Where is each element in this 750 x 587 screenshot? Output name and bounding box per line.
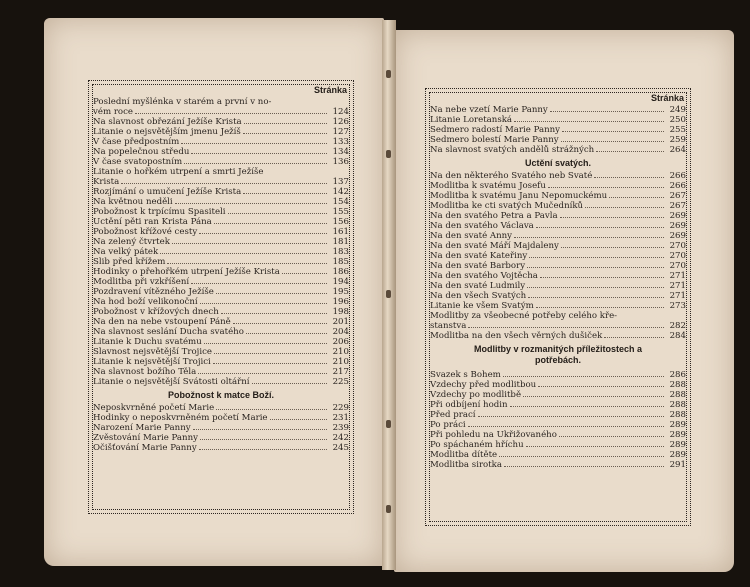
contents-entry xyxy=(430,145,686,155)
contents-entry xyxy=(93,187,349,197)
entry-page-number: 271 xyxy=(669,291,686,301)
entry-page-number: 288 xyxy=(669,400,686,410)
entry-title: Modlitba k svatému Janu Nepomuckému xyxy=(430,191,608,201)
entry-title: Rozjímání o umučení Ježíše Krista xyxy=(93,187,242,197)
contents-entry xyxy=(430,251,686,261)
entry-title: Modlitby za všeobecné potřeby celého kře- xyxy=(430,311,618,321)
entry-title: Na hod boží velikonoční xyxy=(93,297,198,307)
entry-page-number: 291 xyxy=(669,460,686,470)
entry-page-number: 255 xyxy=(669,125,686,135)
entry-page-number: 264 xyxy=(669,145,686,155)
entry-page-number: 204 xyxy=(332,327,349,337)
dot-leader xyxy=(121,183,327,184)
contents-entry xyxy=(93,307,349,317)
entry-title: Neposkvrněné početí Marie xyxy=(93,403,215,413)
contents-entry xyxy=(430,241,686,251)
contents-entry xyxy=(430,221,686,231)
entry-page-number: 271 xyxy=(669,281,686,291)
dot-leader xyxy=(181,143,327,144)
entry-title: Na velký pátek xyxy=(93,247,159,257)
entry-title: Na květnou neděli xyxy=(93,197,173,207)
dot-leader xyxy=(193,429,327,430)
entry-title: Litanie k Duchu svatému xyxy=(93,337,202,347)
entry-page-number: 250 xyxy=(669,115,686,125)
contents-entry xyxy=(93,247,349,257)
contents-entry xyxy=(430,430,686,440)
entry-title: Pozdravení vítězného Ježíše xyxy=(93,287,214,297)
section-heading xyxy=(430,344,686,366)
contents-entry xyxy=(430,201,686,211)
binding-stitch xyxy=(386,150,391,158)
contents-entry xyxy=(93,327,349,337)
dot-leader xyxy=(160,253,327,254)
dot-leader xyxy=(200,303,327,304)
dot-leader xyxy=(199,449,327,450)
entry-page-number: 289 xyxy=(669,450,686,460)
contents-entry xyxy=(430,135,686,145)
dot-leader xyxy=(198,373,327,374)
entry-title: vém roce xyxy=(93,107,134,117)
entry-title: Pobožnost k trpícímu Spasiteli xyxy=(93,207,226,217)
entry-title: stanstva xyxy=(430,321,467,331)
contents-entry xyxy=(93,207,349,217)
dot-leader xyxy=(503,376,664,377)
entry-title: Na popelečnou středu xyxy=(93,147,190,157)
dot-leader xyxy=(216,293,327,294)
entry-page-number: 289 xyxy=(669,440,686,450)
entry-title: Na den svaté Máří Majdaleny xyxy=(430,241,559,251)
dot-leader xyxy=(499,456,664,457)
entry-title: Na den některého Svatého neb Svaté xyxy=(430,171,593,181)
entry-page-number: 196 xyxy=(332,297,349,307)
left-contents-frame xyxy=(92,84,350,510)
dot-leader xyxy=(596,151,664,152)
contents-entry xyxy=(93,317,349,327)
dot-leader xyxy=(514,237,664,238)
dot-leader xyxy=(529,257,664,258)
contents-entry xyxy=(93,433,349,443)
entry-title: V čase předpostním xyxy=(93,137,180,147)
dot-leader xyxy=(562,131,664,132)
entry-title: Litanie o nejsvětější Svátosti oltářní xyxy=(93,377,250,387)
entry-page-number: 267 xyxy=(669,201,686,211)
entry-title: Uctění pěti ran Krista Pána xyxy=(93,217,212,227)
contents-entry xyxy=(430,321,686,331)
entry-title: Pobožnost v křížových dnech xyxy=(93,307,219,317)
contents-entry xyxy=(93,227,349,237)
entry-title: Na den svatého Vojtěcha xyxy=(430,271,538,281)
entry-page-number: 134 xyxy=(332,147,349,157)
contents-entry xyxy=(430,390,686,400)
dot-leader xyxy=(550,111,664,112)
entry-page-number: 195 xyxy=(332,287,349,297)
contents-entry xyxy=(430,291,686,301)
entry-page-number: 137 xyxy=(332,177,349,187)
dot-leader xyxy=(172,243,327,244)
contents-entry xyxy=(430,171,686,181)
entry-title: Hodinky o neposkvrněném početí Marie xyxy=(93,413,268,423)
entry-title: Slib před křížem xyxy=(93,257,166,267)
section-heading: Pobožnost k matce Boží. xyxy=(167,390,274,400)
entry-page-number: 270 xyxy=(669,241,686,251)
entry-page-number: 269 xyxy=(669,231,686,241)
entry-page-number: 267 xyxy=(669,191,686,201)
contents-entry xyxy=(93,367,349,377)
contents-entry xyxy=(93,423,349,433)
entry-title: Na slavnost svatých andělů strážných xyxy=(430,145,595,155)
dot-leader xyxy=(548,187,664,188)
contents-entry xyxy=(93,277,349,287)
entry-page-number: 136 xyxy=(332,157,349,167)
contents-entry xyxy=(430,450,686,460)
entry-title: Krista xyxy=(93,177,120,187)
entry-page-number: 284 xyxy=(669,331,686,341)
entry-title: Sedmero radostí Marie Panny xyxy=(430,125,561,135)
entry-title: Na den svatého Petra a Pavla xyxy=(430,211,558,221)
entry-page-number: 127 xyxy=(332,127,349,137)
contents-entry xyxy=(430,191,686,201)
contents-entry xyxy=(93,297,349,307)
contents-entry xyxy=(93,347,349,357)
entry-title: Na den svaté Kateřiny xyxy=(430,251,528,261)
contents-entry xyxy=(93,357,349,367)
entry-title: Vzdechy před modlitbou xyxy=(430,380,537,390)
dot-leader xyxy=(478,416,664,417)
entry-title: Modlitba na den všech věrných dušiček xyxy=(430,331,603,341)
right-section-2-entry-list xyxy=(430,370,686,470)
dot-leader xyxy=(540,277,664,278)
entry-page-number: 270 xyxy=(669,261,686,271)
left-entry-list xyxy=(93,97,349,387)
contents-entry xyxy=(93,127,349,137)
dot-leader xyxy=(216,409,327,410)
dot-leader xyxy=(175,203,327,204)
dot-leader xyxy=(561,141,664,142)
page-column-header: Stránka xyxy=(650,93,684,103)
entry-title: Narození Marie Panny xyxy=(93,423,191,433)
contents-entry xyxy=(430,301,686,311)
entry-page-number: 245 xyxy=(332,443,349,453)
entry-page-number: 181 xyxy=(332,237,349,247)
dot-leader xyxy=(528,297,664,298)
binding-stitch xyxy=(386,420,391,428)
contents-entry xyxy=(93,237,349,247)
entry-title: Na den svaté Barbory xyxy=(430,261,526,271)
entry-title: Litanie ke všem Svatým xyxy=(430,301,534,311)
contents-entry xyxy=(430,380,686,390)
entry-page-number: 198 xyxy=(332,307,349,317)
binding-stitch xyxy=(386,290,391,298)
dot-leader xyxy=(252,383,328,384)
contents-entry xyxy=(93,403,349,413)
entry-page-number: 269 xyxy=(669,221,686,231)
section-heading-line: potřebách. xyxy=(534,355,581,365)
contents-entry xyxy=(430,440,686,450)
entry-title: Litanie Loretanská xyxy=(430,115,513,125)
dot-leader xyxy=(594,177,664,178)
entry-title: Litanie k nejsvětější Trojici xyxy=(93,357,211,367)
dot-leader xyxy=(191,283,327,284)
entry-page-number: 271 xyxy=(669,271,686,281)
contents-entry xyxy=(93,287,349,297)
entry-page-number: 259 xyxy=(669,135,686,145)
dot-leader xyxy=(213,363,327,364)
entry-page-number: 155 xyxy=(332,207,349,217)
entry-page-number: 266 xyxy=(669,171,686,181)
contents-entry xyxy=(430,370,686,380)
dot-leader xyxy=(214,353,327,354)
contents-entry xyxy=(93,197,349,207)
entry-title: Slavnost nejsvětější Trojice xyxy=(93,347,212,357)
entry-page-number: 289 xyxy=(669,430,686,440)
entry-page-number: 229 xyxy=(332,403,349,413)
dot-leader xyxy=(527,267,664,268)
contents-entry xyxy=(430,400,686,410)
dot-leader xyxy=(191,153,327,154)
entry-page-number: 225 xyxy=(332,377,349,387)
entry-title: Před prací xyxy=(430,410,476,420)
entry-page-number: 217 xyxy=(332,367,349,377)
entry-page-number: 289 xyxy=(669,420,686,430)
entry-page-number: 266 xyxy=(669,181,686,191)
entry-title: Na slavnost obřezání Ježíše Krista xyxy=(93,117,242,127)
entry-title: Pobožnost křížové cesty xyxy=(93,227,198,237)
contents-entry xyxy=(430,261,686,271)
entry-title: Poslední myšlénka v starém a první v no- xyxy=(93,97,272,107)
contents-entry xyxy=(430,105,686,115)
left-section-entry-list xyxy=(93,403,349,453)
contents-entry xyxy=(93,337,349,347)
dot-leader xyxy=(200,439,327,440)
dot-leader xyxy=(282,273,327,274)
entry-title: Při pohledu na Ukřižovaného xyxy=(430,430,557,440)
contents-entry xyxy=(93,267,349,277)
entry-page-number: 242 xyxy=(332,433,349,443)
entry-title: Modlitba při vzkříšení xyxy=(93,277,190,287)
dot-leader xyxy=(585,207,664,208)
entry-title: Na den svaté Anny xyxy=(430,231,513,241)
entry-page-number: 201 xyxy=(332,317,349,327)
section-heading-line: Modlitby v rozmanitých příležitostech a xyxy=(473,344,643,354)
contents-entry xyxy=(430,231,686,241)
right-entry-list xyxy=(430,105,686,155)
entry-title: Modlitba k svatému Josefu xyxy=(430,181,546,191)
entry-page-number: 231 xyxy=(332,413,349,423)
entry-title: Modlitba ke cti svatých Mučedníků xyxy=(430,201,584,211)
entry-title: Na den svaté Ludmily xyxy=(430,281,526,291)
dot-leader xyxy=(604,337,664,338)
contents-entry xyxy=(93,217,349,227)
dot-leader xyxy=(560,217,664,218)
contents-entry xyxy=(93,107,349,117)
page-column-header: Stránka xyxy=(313,85,347,95)
entry-title: Na slavnost božího Těla xyxy=(93,367,197,377)
contents-entry xyxy=(93,137,349,147)
contents-entry xyxy=(93,257,349,267)
contents-entry xyxy=(430,460,686,470)
entry-page-number: 288 xyxy=(669,390,686,400)
contents-entry xyxy=(430,331,686,341)
entry-title: Na den na nebe vstoupení Páně xyxy=(93,317,231,327)
contents-entry xyxy=(430,420,686,430)
contents-entry xyxy=(430,125,686,135)
entry-title: Sedmero bolestí Marie Panny xyxy=(430,135,559,145)
section-heading: Uctění svatých. xyxy=(524,158,592,168)
entry-title: Hodinky o přehořkém utrpení Ježíše Krista xyxy=(93,267,280,277)
entry-page-number: 288 xyxy=(669,380,686,390)
dot-leader xyxy=(246,333,327,334)
dot-leader xyxy=(609,197,664,198)
entry-title: Svazek s Bohem xyxy=(430,370,501,380)
contents-entry xyxy=(430,211,686,221)
entry-title: Na zelený čtvrtek xyxy=(93,237,170,247)
entry-page-number: 161 xyxy=(332,227,349,237)
entry-page-number: 156 xyxy=(332,217,349,227)
dot-leader xyxy=(468,327,664,328)
dot-leader xyxy=(523,396,664,397)
dot-leader xyxy=(536,307,664,308)
entry-page-number: 286 xyxy=(669,370,686,380)
binding-stitch xyxy=(386,505,391,513)
dot-leader xyxy=(243,193,327,194)
dot-leader xyxy=(561,247,664,248)
entry-page-number: 273 xyxy=(669,301,686,311)
entry-page-number: 124 xyxy=(332,107,349,117)
dot-leader xyxy=(167,263,327,264)
dot-leader xyxy=(233,323,327,324)
contents-entry xyxy=(430,271,686,281)
entry-page-number: 210 xyxy=(332,357,349,367)
entry-title: Po spáchaném hříchu xyxy=(430,440,524,450)
entry-page-number: 288 xyxy=(669,410,686,420)
dot-leader xyxy=(184,163,327,164)
entry-title: Na den svatého Václava xyxy=(430,221,534,231)
contents-entry xyxy=(93,413,349,423)
right-section-1-entry-list xyxy=(430,171,686,341)
dot-leader xyxy=(270,419,327,420)
dot-leader xyxy=(468,426,664,427)
contents-entry xyxy=(430,410,686,420)
entry-page-number: 186 xyxy=(332,267,349,277)
dot-leader xyxy=(504,466,664,467)
dot-leader xyxy=(526,446,664,447)
dot-leader xyxy=(204,343,327,344)
entry-page-number: 194 xyxy=(332,277,349,287)
contents-entry xyxy=(430,311,686,321)
dot-leader xyxy=(536,227,664,228)
entry-page-number: 142 xyxy=(332,187,349,197)
dot-leader xyxy=(559,436,664,437)
entry-title: Po práci xyxy=(430,420,466,430)
contents-entry xyxy=(93,377,349,387)
dot-leader xyxy=(228,213,327,214)
dot-leader xyxy=(538,386,664,387)
entry-title: V čase svatopostním xyxy=(93,157,183,167)
entry-page-number: 133 xyxy=(332,137,349,147)
entry-page-number: 270 xyxy=(669,251,686,261)
entry-page-number: 282 xyxy=(669,321,686,331)
contents-entry xyxy=(93,117,349,127)
entry-title: Litanie o hořkém utrpení a smrti Ježíše xyxy=(93,167,264,177)
dot-leader xyxy=(221,313,327,314)
dot-leader xyxy=(510,406,664,407)
contents-entry xyxy=(93,147,349,157)
contents-entry xyxy=(93,97,349,107)
dot-leader xyxy=(199,233,327,234)
entry-title: Při odbíjení hodin xyxy=(430,400,508,410)
dot-leader xyxy=(527,287,664,288)
contents-entry xyxy=(93,157,349,167)
entry-page-number: 185 xyxy=(332,257,349,267)
dot-leader xyxy=(135,113,327,114)
dot-leader xyxy=(214,223,327,224)
entry-page-number: 183 xyxy=(332,247,349,257)
contents-entry xyxy=(93,167,349,177)
entry-title: Na slavnost seslání Ducha svatého xyxy=(93,327,244,337)
entry-page-number: 249 xyxy=(669,105,686,115)
entry-page-number: 269 xyxy=(669,211,686,221)
entry-title: Litanie o nejsvětějším jmenu Ježíš xyxy=(93,127,241,137)
entry-title: Očišťování Marie Panny xyxy=(93,443,197,453)
entry-title: Modlitba sirotka xyxy=(430,460,503,470)
contents-entry xyxy=(93,177,349,187)
contents-entry xyxy=(430,281,686,291)
contents-entry xyxy=(430,181,686,191)
entry-title: Vzdechy po modlitbě xyxy=(430,390,522,400)
entry-page-number: 126 xyxy=(332,117,349,127)
entry-page-number: 154 xyxy=(332,197,349,207)
dot-leader xyxy=(243,133,327,134)
entry-title: Modlitba dítěte xyxy=(430,450,498,460)
contents-entry xyxy=(93,443,349,453)
contents-entry xyxy=(430,115,686,125)
binding-stitch xyxy=(386,70,391,78)
entry-page-number: 210 xyxy=(332,347,349,357)
entry-page-number: 206 xyxy=(332,337,349,347)
dot-leader xyxy=(514,121,664,122)
right-contents-frame xyxy=(429,92,687,522)
entry-title: Na den všech Svatých xyxy=(430,291,527,301)
entry-title: Na nebe vzetí Marie Panny xyxy=(430,105,548,115)
dot-leader xyxy=(244,123,327,124)
entry-page-number: 239 xyxy=(332,423,349,433)
entry-title: Zvěstování Marie Panny xyxy=(93,433,198,443)
